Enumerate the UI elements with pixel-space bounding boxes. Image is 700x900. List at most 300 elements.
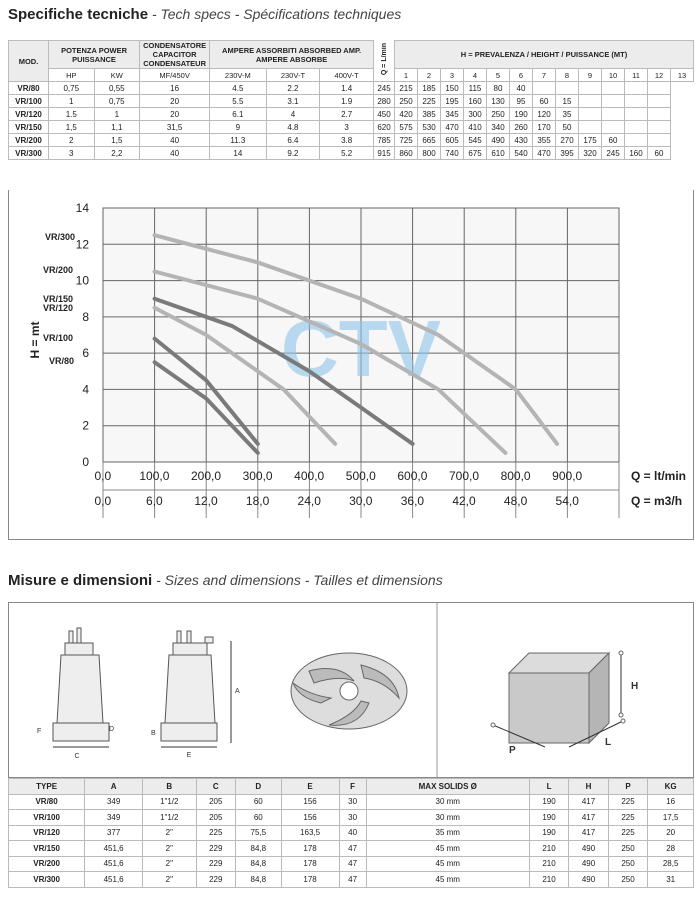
series-label: VR/300: [45, 232, 76, 242]
series-label: VR/80: [49, 356, 75, 366]
table-cell: 2": [143, 872, 196, 888]
table-cell: 1"1/2: [143, 810, 196, 826]
table-cell: [625, 108, 648, 121]
table-cell: 190: [529, 794, 569, 810]
dims-header-cell: P: [608, 779, 648, 795]
table-cell: 665: [418, 134, 441, 147]
model-cell: VR/100: [9, 95, 49, 108]
dimension-drawings: [8, 602, 694, 778]
table-cell: 450: [374, 108, 395, 121]
table-cell: 530: [418, 121, 441, 134]
table-cell: 451,6: [85, 841, 143, 857]
table-cell: 340: [487, 121, 510, 134]
table-cell: 60: [236, 810, 282, 826]
table-cell: 575: [395, 121, 418, 134]
table-cell: 60: [648, 147, 671, 160]
table-cell: 320: [579, 147, 602, 160]
type-cell: VR/120: [9, 825, 85, 841]
height-header-cell: 12: [648, 69, 671, 82]
label-p: P: [509, 745, 516, 756]
table-cell: 785: [374, 134, 395, 147]
table-cell: 225: [608, 810, 648, 826]
table-cell: 800: [418, 147, 441, 160]
table-cell: 470: [441, 121, 464, 134]
table-cell: 250: [608, 856, 648, 872]
table-cell: 229: [196, 872, 236, 888]
type-cell: VR/150: [9, 841, 85, 857]
table-cell: 4.8: [266, 121, 320, 134]
label-e: E: [186, 752, 192, 759]
model-cell: VR/300: [9, 147, 49, 160]
table-cell: 30 mm: [366, 810, 529, 826]
label-a: A: [235, 688, 240, 695]
table-cell: 150: [441, 82, 464, 95]
table-cell: 75,5: [236, 825, 282, 841]
header-condensatore: CONDENSATORE CAPACITOR CONDENSATEUR: [140, 41, 210, 69]
table-cell: 195: [441, 95, 464, 108]
x-tick-label-m3h: 42,0: [452, 494, 476, 508]
chart-svg: [9, 190, 695, 540]
x-tick-label-m3h: 48,0: [503, 494, 528, 508]
series-label: VR/200: [43, 265, 74, 275]
table-cell: 9: [210, 121, 267, 134]
table-cell: [602, 95, 625, 108]
subheader-cell: 230V-T: [266, 69, 320, 82]
table-cell: 470: [533, 147, 556, 160]
table-cell: 156: [281, 810, 339, 826]
table-cell: 31,5: [140, 121, 210, 134]
table-cell: 245: [374, 82, 395, 95]
table-cell: 2.2: [266, 82, 320, 95]
table-cell: 280: [374, 95, 395, 108]
y-axis-label: H = mt: [28, 321, 42, 359]
table-cell: 490: [569, 841, 609, 857]
table-cell: 47: [339, 856, 366, 872]
table-cell: 205: [196, 810, 236, 826]
table-cell: 31: [648, 872, 694, 888]
table-cell: 215: [395, 82, 418, 95]
table-cell: 163,5: [281, 825, 339, 841]
table-cell: [579, 121, 602, 134]
table-cell: 6.4: [266, 134, 320, 147]
dims-header-cell: L: [529, 779, 569, 795]
table-cell: [648, 82, 671, 95]
table-cell: 16: [140, 82, 210, 95]
table-cell: 35: [556, 108, 579, 121]
table-cell: 190: [529, 810, 569, 826]
x-tick-label-lt: 600,0: [397, 469, 428, 483]
drawings-svg: [9, 603, 695, 779]
height-header-cell: 1: [395, 69, 418, 82]
type-cell: VR/80: [9, 794, 85, 810]
table-cell: 270: [556, 134, 579, 147]
table-cell: 28: [648, 841, 694, 857]
table-cell: 35 mm: [366, 825, 529, 841]
table-cell: 1,1: [94, 121, 140, 134]
watermark-logo: CTV: [281, 304, 441, 393]
table-row: [9, 794, 694, 810]
table-cell: 6.1: [210, 108, 267, 121]
table-cell: 915: [374, 147, 395, 160]
table-cell: 540: [510, 147, 533, 160]
table-cell: 740: [441, 147, 464, 160]
table-cell: 229: [196, 856, 236, 872]
series-label: VR/100: [43, 333, 74, 343]
table-cell: 20: [648, 825, 694, 841]
table-cell: 20: [140, 95, 210, 108]
x-tick-label-lt: 700,0: [448, 469, 480, 483]
y-tick-label: 12: [75, 237, 89, 252]
table-cell: 40: [140, 147, 210, 160]
table-cell: 4: [266, 108, 320, 121]
table-cell: 430: [510, 134, 533, 147]
subheader-cell: MF/450V: [140, 69, 210, 82]
model-cell: VR/200: [9, 134, 49, 147]
height-header-cell: 5: [487, 69, 510, 82]
height-header-cell: 10: [602, 69, 625, 82]
table-cell: 84,8: [236, 841, 282, 857]
x-tick-label-lt: 500,0: [345, 469, 376, 483]
table-cell: 40: [339, 825, 366, 841]
height-header-cell: 6: [510, 69, 533, 82]
dims-subtitle: - Sizes and dimensions - Tailles et dimensions: [152, 572, 443, 588]
x-tick-label-lt: 300,0: [242, 469, 273, 483]
table-cell: 490: [487, 134, 510, 147]
x-tick-label-lt: 100,0: [139, 469, 170, 483]
table-cell: 156: [281, 794, 339, 810]
table-cell: 4.5: [210, 82, 267, 95]
table-cell: 175: [579, 134, 602, 147]
table-cell: 3: [49, 147, 95, 160]
table-cell: 410: [464, 121, 487, 134]
dims-header-cell: A: [85, 779, 143, 795]
table-cell: 178: [281, 856, 339, 872]
table-cell: 300: [464, 108, 487, 121]
table-cell: 1"1/2: [143, 794, 196, 810]
table-cell: 0,75: [49, 82, 95, 95]
table-cell: 178: [281, 872, 339, 888]
type-cell: VR/200: [9, 856, 85, 872]
table-cell: 115: [464, 82, 487, 95]
table-cell: 30: [339, 810, 366, 826]
height-header-cell: 7: [533, 69, 556, 82]
table-cell: 420: [395, 108, 418, 121]
table-cell: 205: [196, 794, 236, 810]
table-row: [9, 134, 694, 147]
packaging-box-icon: [491, 651, 625, 747]
table-cell: 170: [533, 121, 556, 134]
section-title-dimensions: [8, 572, 443, 589]
y-tick-label: 6: [82, 346, 89, 361]
table-cell: 250: [608, 841, 648, 857]
table-cell: 95: [510, 95, 533, 108]
height-header-cell: 3: [441, 69, 464, 82]
dims-header-cell: MAX SOLIDS Ø: [366, 779, 529, 795]
table-cell: 2,2: [94, 147, 140, 160]
dims-header-cell: KG: [648, 779, 694, 795]
model-cell: VR/120: [9, 108, 49, 121]
impeller-icon: [291, 653, 407, 729]
table-cell: 545: [464, 134, 487, 147]
table-cell: 60: [236, 794, 282, 810]
pump-side-view-icon: [53, 628, 109, 747]
table-cell: 160: [625, 147, 648, 160]
table-cell: 3: [320, 121, 374, 134]
table-row: [9, 810, 694, 826]
performance-chart: [8, 190, 694, 540]
table-cell: 5.5: [210, 95, 267, 108]
table-cell: 355: [533, 134, 556, 147]
table-cell: 190: [529, 825, 569, 841]
table-cell: 1.4: [320, 82, 374, 95]
table-cell: 417: [569, 825, 609, 841]
table-cell: 725: [395, 134, 418, 147]
table-cell: [625, 134, 648, 147]
model-cell: VR/150: [9, 121, 49, 134]
y-tick-label: 14: [75, 201, 89, 215]
table-cell: 417: [569, 794, 609, 810]
table-cell: 1,5: [49, 121, 95, 134]
table-cell: 40: [140, 134, 210, 147]
x-tick-label-m3h: 54,0: [555, 494, 579, 508]
x-tick-label-lt: 0,0: [94, 469, 112, 483]
table-row: [9, 95, 694, 108]
table-cell: 225: [196, 825, 236, 841]
table-cell: 28,5: [648, 856, 694, 872]
header-mod: MOD.: [9, 41, 49, 82]
table-cell: 2.7: [320, 108, 374, 121]
dims-header-cell: TYPE: [9, 779, 85, 795]
table-cell: 1.5: [49, 108, 95, 121]
table-cell: 0,75: [94, 95, 140, 108]
table-cell: 50: [556, 121, 579, 134]
section-title-specs: [8, 6, 401, 23]
table-cell: 30: [339, 794, 366, 810]
table-cell: 1,5: [94, 134, 140, 147]
table-cell: 385: [418, 108, 441, 121]
table-cell: 5.2: [320, 147, 374, 160]
header-ampere: AMPERE ASSORBITI ABSORBED AMP. AMPERE ABSORBE: [210, 41, 374, 69]
table-cell: 610: [487, 147, 510, 160]
table-cell: [602, 108, 625, 121]
table-cell: 47: [339, 872, 366, 888]
x-tick-label-lt: 200,0: [190, 469, 222, 483]
specs-subtitle: - Tech specs - Spécifications techniques: [148, 6, 402, 22]
header-potenza: POTENZA POWER PUISSANCE: [49, 41, 140, 69]
series-label: VR/120: [43, 303, 74, 313]
table-cell: 190: [510, 108, 533, 121]
table-cell: 60: [533, 95, 556, 108]
table-cell: 11.3: [210, 134, 267, 147]
x-tick-label-m3h: 36,0: [400, 494, 425, 508]
dims-header-cell: D: [236, 779, 282, 795]
table-cell: [602, 121, 625, 134]
q-label: Q = L/min: [374, 41, 395, 82]
height-header-cell: 2: [418, 69, 441, 82]
table-cell: [533, 82, 556, 95]
y-tick-label: 0: [82, 455, 89, 469]
table-cell: 1: [49, 95, 95, 108]
table-cell: 0,55: [94, 82, 140, 95]
y-tick-label: 2: [82, 418, 89, 433]
table-cell: [625, 82, 648, 95]
height-header-cell: 4: [464, 69, 487, 82]
table-cell: 349: [85, 810, 143, 826]
table-cell: 3.1: [266, 95, 320, 108]
table-cell: 20: [140, 108, 210, 121]
table-cell: 30 mm: [366, 794, 529, 810]
table-cell: [602, 82, 625, 95]
height-header-cell: 11: [625, 69, 648, 82]
height-header-cell: 8: [556, 69, 579, 82]
table-cell: 250: [608, 872, 648, 888]
table-cell: 451,6: [85, 872, 143, 888]
specs-table: [8, 40, 694, 160]
table-cell: 225: [608, 794, 648, 810]
table-cell: 45 mm: [366, 856, 529, 872]
table-cell: 45 mm: [366, 872, 529, 888]
label-d: D: [109, 726, 115, 733]
table-cell: 60: [602, 134, 625, 147]
table-cell: 210: [529, 856, 569, 872]
table-cell: [648, 134, 671, 147]
x-tick-label-m3h: 12,0: [194, 494, 218, 508]
table-cell: 2": [143, 841, 196, 857]
table-cell: [625, 121, 648, 134]
table-cell: 860: [395, 147, 418, 160]
table-cell: 260: [510, 121, 533, 134]
table-cell: 178: [281, 841, 339, 857]
table-cell: [648, 108, 671, 121]
table-row: [9, 121, 694, 134]
series-label: VR/150: [43, 294, 74, 304]
dims-header-cell: E: [281, 779, 339, 795]
table-cell: 210: [529, 872, 569, 888]
specs-title: Specifiche tecniche: [8, 6, 149, 23]
table-cell: 14: [210, 147, 267, 160]
table-cell: 84,8: [236, 872, 282, 888]
table-cell: 675: [464, 147, 487, 160]
table-row: [9, 147, 694, 160]
table-cell: 160: [464, 95, 487, 108]
x-tick-label-lt: 800,0: [500, 469, 531, 483]
label-l: L: [605, 737, 612, 748]
table-cell: 1.9: [320, 95, 374, 108]
type-cell: VR/300: [9, 872, 85, 888]
height-header-cell: 9: [579, 69, 602, 82]
table-cell: 620: [374, 121, 395, 134]
table-cell: 225: [608, 825, 648, 841]
table-cell: 210: [529, 841, 569, 857]
table-cell: 3.8: [320, 134, 374, 147]
table-cell: 245: [602, 147, 625, 160]
table-cell: 229: [196, 841, 236, 857]
dims-header-cell: B: [143, 779, 196, 795]
table-cell: 185: [418, 82, 441, 95]
subheader-cell: 400V-T: [320, 69, 374, 82]
table-cell: 349: [85, 794, 143, 810]
table-row: [9, 841, 694, 857]
table-cell: [648, 121, 671, 134]
table-row: [9, 825, 694, 841]
pump-front-view-icon: [161, 631, 231, 747]
table-cell: 605: [441, 134, 464, 147]
x-tick-label-m3h: 30,0: [349, 494, 373, 508]
table-cell: 17,5: [648, 810, 694, 826]
table-cell: 2": [143, 825, 196, 841]
x-tick-label-m3h: 24,0: [297, 494, 321, 508]
table-cell: 417: [569, 810, 609, 826]
table-cell: 345: [441, 108, 464, 121]
dimensions-table: [8, 778, 694, 888]
y-tick-label: 10: [75, 273, 89, 288]
table-cell: 225: [418, 95, 441, 108]
type-cell: VR/100: [9, 810, 85, 826]
table-cell: [625, 95, 648, 108]
x-tick-label-lt: 400,0: [294, 469, 325, 483]
label-h: H: [631, 681, 639, 692]
table-cell: [648, 95, 671, 108]
label-b: B: [151, 730, 156, 737]
model-cell: VR/80: [9, 82, 49, 95]
table-cell: 250: [487, 108, 510, 121]
table-row: [9, 856, 694, 872]
x-tick-label-m3h: 18,0: [245, 494, 270, 508]
table-cell: 120: [533, 108, 556, 121]
dims-header-cell: F: [339, 779, 366, 795]
table-cell: 130: [487, 95, 510, 108]
y-tick-label: 8: [82, 309, 89, 324]
table-cell: 84,8: [236, 856, 282, 872]
table-cell: [579, 108, 602, 121]
x-tick-label-lt: 900,0: [552, 469, 583, 483]
x-axis-label-m3h: Q = m3/h: [631, 494, 683, 508]
table-row: [9, 82, 694, 95]
table-cell: [579, 95, 602, 108]
subheader-cell: HP: [49, 69, 95, 82]
table-cell: 16: [648, 794, 694, 810]
dims-title: Misure e dimensioni: [8, 572, 153, 589]
table-cell: 377: [85, 825, 143, 841]
dims-header-cell: H: [569, 779, 609, 795]
table-cell: 2": [143, 856, 196, 872]
table-cell: 45 mm: [366, 841, 529, 857]
table-cell: 15: [556, 95, 579, 108]
table-cell: 47: [339, 841, 366, 857]
table-cell: 40: [510, 82, 533, 95]
x-tick-label-m3h: 0,0: [94, 494, 112, 508]
header-prevalenza: H = PREVALENZA / HEIGHT / PUISSANCE (MT): [395, 41, 694, 69]
subheader-cell: KW: [94, 69, 140, 82]
table-cell: 80: [487, 82, 510, 95]
label-f: F: [37, 728, 42, 735]
table-cell: 395: [556, 147, 579, 160]
table-cell: 1: [94, 108, 140, 121]
table-row: [9, 872, 694, 888]
table-row: [9, 108, 694, 121]
table-cell: 490: [569, 872, 609, 888]
subheader-cell: 230V-M: [210, 69, 267, 82]
table-cell: [556, 82, 579, 95]
table-cell: 9.2: [266, 147, 320, 160]
x-tick-label-m3h: 6,0: [146, 494, 163, 508]
table-cell: 451,6: [85, 856, 143, 872]
y-tick-label: 4: [82, 382, 89, 397]
dims-header-cell: C: [196, 779, 236, 795]
table-cell: 2: [49, 134, 95, 147]
x-axis-label-lt: Q = lt/min: [631, 469, 687, 483]
table-cell: 250: [395, 95, 418, 108]
